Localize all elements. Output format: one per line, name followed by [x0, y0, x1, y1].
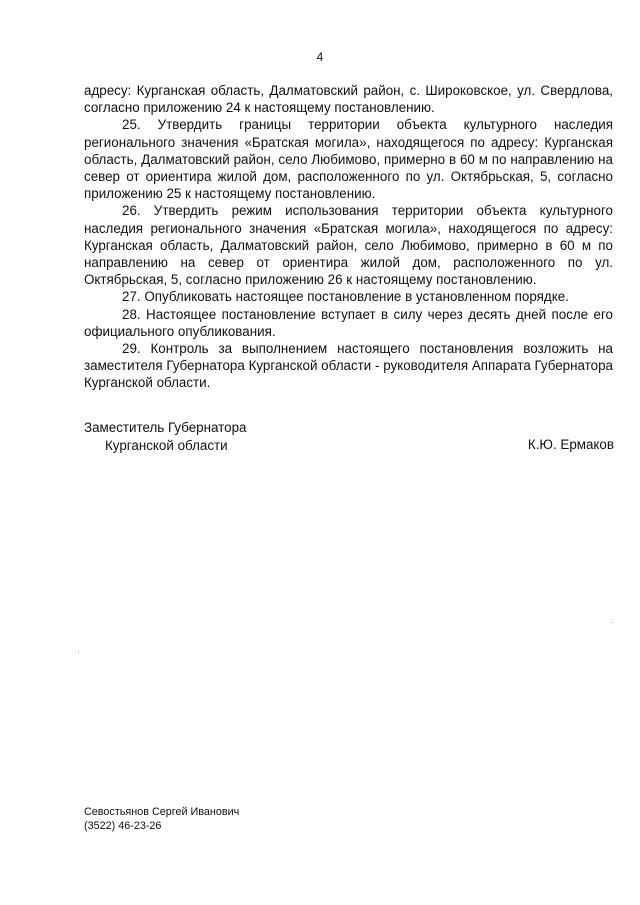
scan-speck	[78, 652, 79, 653]
paragraph-25: 25. Утвердить границы территории объекта культурного наследия регионального значения «Братская могила», находящегося по адресу: Курганская область, Далматовский район, село Любимово, примерно в 60 м по направлению на север от ориентира жилой дом, расположенного по ул. Октябрьская, 5, согласно приложению 25 к настоящему постановлению.	[84, 117, 613, 202]
page-number: 4	[316, 50, 324, 64]
signatory-name: К.Ю. Ермаков	[527, 437, 614, 452]
executor-name: Севостьянов Сергей Иванович	[84, 806, 240, 818]
signatory-title-line2: Курганской области	[105, 438, 228, 453]
signatory-title	[84, 419, 246, 455]
signatory-title-line1: Заместитель Губернатора	[84, 420, 247, 435]
paragraph-27: 27. Опубликовать настоящее постановление в установленном порядке.	[122, 289, 569, 305]
executor-info	[84, 805, 239, 833]
paragraph-26: 26. Утвердить режим использования территории объекта культурного наследия регионального значения «Братская могила», находящегося по адресу: Курганская область, Далматовский район, село Любимово, примерно в 60 м по направлению на север от ориентира жилой дом, расположенного по ул. Октябрьская, 5, согласно приложению 26 к настоящему постановлению.	[84, 203, 613, 288]
scan-speck	[611, 622, 612, 623]
paragraph-28: 28. Настоящее постановление вступает в силу через десять дней после его официального опубликования.	[84, 306, 613, 339]
executor-phone: (3522) 46-23-26	[84, 820, 162, 832]
document-body	[84, 82, 613, 392]
paragraph-address-continuation: адресу: Курганская область, Далматовский район, с. Широковское, ул. Свердлова, согласно приложению 24 к настоящему постановлению.	[84, 83, 613, 116]
paragraph-29: 29. Контроль за выполнением настоящего постановления возложить на заместителя Губернатора Курганской области - руководителя Аппарата Губернатора Курганской области.	[84, 341, 613, 391]
